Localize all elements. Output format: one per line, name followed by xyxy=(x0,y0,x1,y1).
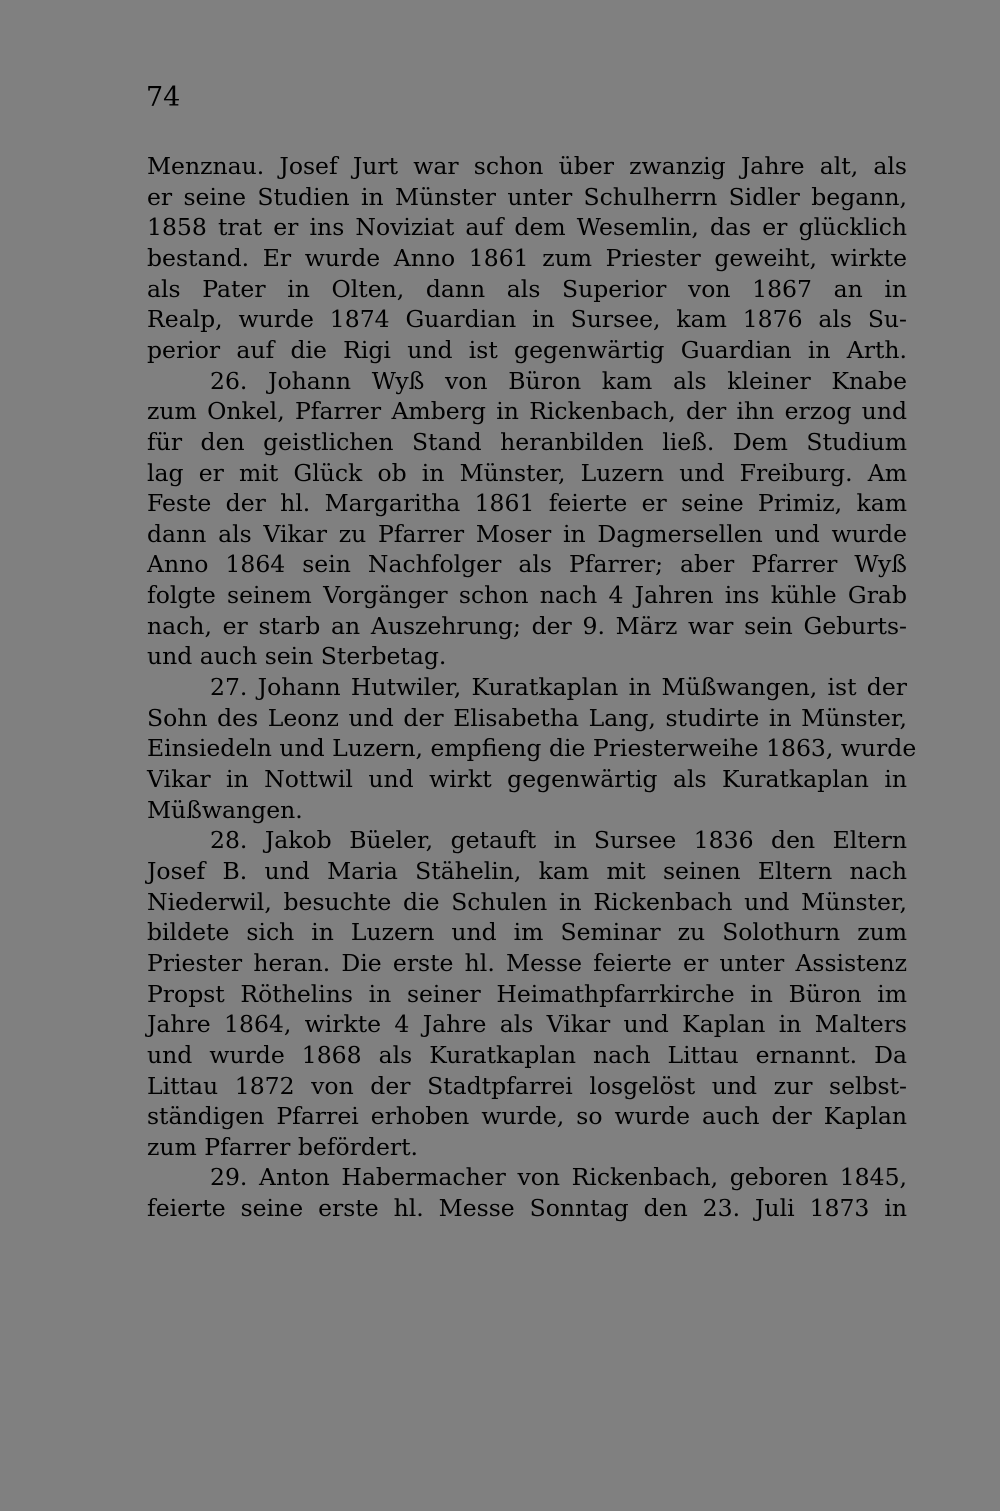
text-line: Sohn des Leonz und der Elisabetha Lang, studirte in Münster, xyxy=(147,703,907,732)
text-line: Jahre 1864, wirkte 4 Jahre als Vikar und Kaplan in Malters xyxy=(147,1010,907,1039)
text-line: Realp, wurde 1874 Guardian in Sursee, kam 1876 als Su- xyxy=(147,305,907,334)
text-line: ständigen Pfarrei erhoben wurde, so wurde auch der Kaplan xyxy=(147,1102,907,1131)
text-line: Menznau. Josef Jurt war schon über zwanzig Jahre alt, als xyxy=(147,152,907,180)
text-line: Müßwangen. xyxy=(147,795,303,824)
text-line: bildete sich in Luzern und im Seminar zu Solothurn zum xyxy=(147,918,907,947)
text-line: dann als Vikar zu Pfarrer Moser in Dagmersellen und wurde xyxy=(147,519,907,548)
text-line: Feste der hl. Margaritha 1861 feierte er seine Primiz, kam xyxy=(147,489,907,518)
text-line: 27. Johann Hutwiler, Kuratkaplan in Müßwangen, ist der xyxy=(210,673,907,702)
text-line: und auch sein Sterbetag. xyxy=(147,642,447,671)
text-line: Einsiedeln und Luzern, empfieng die Priesterweihe 1863, wurde xyxy=(147,734,917,763)
text-line: 29. Anton Habermacher von Rickenbach, geboren 1845, xyxy=(210,1163,907,1192)
text-line: Josef B. und Maria Stähelin, kam mit seinen Eltern nach xyxy=(147,856,907,885)
text-line: Propst Röthelins in seiner Heimathpfarrkirche in Büron im xyxy=(147,979,907,1008)
text-line: nach, er starb an Auszehrung; der 9. März war sein Geburts- xyxy=(147,611,907,640)
text-line: 28. Jakob Büeler, getauft in Sursee 1836 den Eltern xyxy=(210,826,907,855)
page-number: 74 xyxy=(146,82,181,113)
text-line: Anno 1864 sein Nachfolger als Pfarrer; aber Pfarrer Wyß xyxy=(147,550,907,579)
text-line: zum Onkel, Pfarrer Amberg in Rickenbach, der ihn erzog und xyxy=(147,397,907,426)
text-line: er seine Studien in Münster unter Schulherrn Sidler begann, xyxy=(147,182,907,211)
text-line: 26. Johann Wyß von Büron kam als kleiner Knabe xyxy=(210,366,907,395)
text-line: folgte seinem Vorgänger schon nach 4 Jahren ins kühle Grab xyxy=(147,581,907,610)
text-line: für den geistlichen Stand heranbilden ließ. Dem Studium xyxy=(147,427,907,456)
text-line: Littau 1872 von der Stadtpfarrei losgelöst und zur selbst- xyxy=(147,1071,907,1100)
text-line: als Pater in Olten, dann als Superior von 1867 an in xyxy=(147,274,907,303)
text-line: lag er mit Glück ob in Münster, Luzern und Freiburg. Am xyxy=(147,458,907,487)
text-line: feierte seine erste hl. Messe Sonntag den 23. Juli 1873 in xyxy=(147,1194,907,1223)
text-line: bestand. Er wurde Anno 1861 zum Priester geweiht, wirkte xyxy=(147,243,907,272)
text-line: und wurde 1868 als Kuratkaplan nach Littau ernannt. Da xyxy=(147,1040,907,1069)
text-line: 1858 trat er ins Noviziat auf dem Wesemlin, das er glücklich xyxy=(147,213,907,242)
text-line: Priester heran. Die erste hl. Messe feierte er unter Assistenz xyxy=(147,948,907,977)
text-line: zum Pfarrer befördert. xyxy=(147,1132,418,1161)
text-line: Niederwil, besuchte die Schulen in Rickenbach und Münster, xyxy=(147,887,907,916)
text-line: perior auf die Rigi und ist gegenwärtig Guardian in Arth. xyxy=(147,335,907,364)
text-line: Vikar in Nottwil und wirkt gegenwärtig als Kuratkaplan in xyxy=(147,765,907,793)
